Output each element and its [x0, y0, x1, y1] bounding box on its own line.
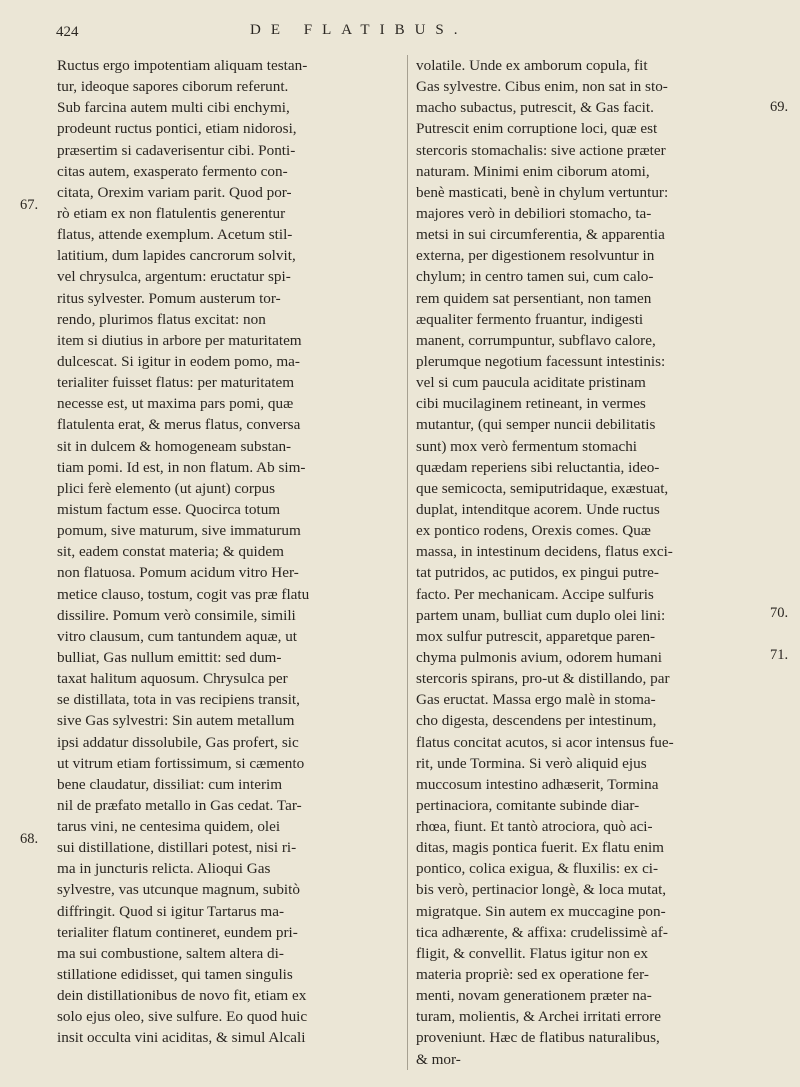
text-line: stercoris stomachalis: sive actione præter — [416, 141, 666, 159]
text-line: stercoris spirans, pro-ut & distillando, par — [416, 670, 670, 688]
text-line: insit occulta vini aciditas, & simul Alcali — [57, 1029, 306, 1047]
text-line: volatile. Unde ex amborum copula, fit — [416, 57, 648, 74]
text-line: materia propriè: sed ex operatione fer- — [416, 966, 649, 984]
text-line: flatulenta erat, & merus flatus, conversa — [57, 416, 301, 434]
text-line: terialiter fuisset flatus: per maturitatem — [57, 374, 295, 392]
text-line: sive Gas sylvestri: Sin autem metallum — [57, 712, 295, 730]
text-line: & mor- — [416, 1050, 461, 1068]
text-line: ut vitrum etiam fortissimum, si cæmento — [57, 754, 305, 772]
text-line: plici ferè elemento (ut ajunt) corpus — [57, 479, 276, 497]
text-line: pertinaciora, comitante subinde diar- — [416, 796, 640, 814]
text-line: Ructus ergo impotentiam aliquam testan- — [57, 57, 308, 74]
text-line: Sub farcina autem multi cibi enchymi, — [57, 99, 290, 117]
text-line: manent, corrumpuntur, subflavo calore, — [416, 331, 656, 349]
margin-note-number: 68. — [20, 831, 39, 847]
text-line: sui distillatione, distillari potest, nisi ri- — [57, 839, 297, 857]
text-line: sunt) mox verò fermentum stomachi — [416, 437, 638, 455]
text-line: vitro clausum, cum tantundem aquæ, ut — [57, 627, 298, 645]
text-line: flatus, attende exemplum. Acetum stil- — [57, 226, 293, 244]
margin-note-number: 71. — [770, 647, 789, 663]
page-number: 424 — [56, 24, 79, 40]
text-line: sylvestre, vas utcunque magnum, subitò — [57, 881, 300, 899]
text-line: taxat halitum aquosum. Chrysulca per — [57, 670, 288, 688]
text-line: ipsi addatur dissolubile, Gas profert, sic — [57, 733, 299, 751]
text-line: solo ejus oleo, sive sulfure. Eo quod huic — [57, 1008, 308, 1026]
text-line: necesse est, ut maxima pars pomi, quæ — [57, 395, 294, 413]
text-line: dein distillationibus de novo fit, etiam ex — [57, 987, 307, 1005]
text-line: pontico, colica exigua, & fluxilis: ex ci- — [416, 860, 659, 878]
text-line: massa, in intestinum decidens, flatus exci- — [416, 543, 673, 561]
text-line: Putrescit enim corruptione loci, quæ est — [416, 120, 658, 138]
text-line: ma sui combustione, saltem altera di- — [57, 944, 284, 962]
text-line: quædam reperiens sibi reluctantia, ideo- — [416, 458, 660, 476]
text-line: chyma pulmonis avium, odorem humani — [416, 648, 662, 666]
text-line: migratque. Sin autem ex muccagine pon- — [416, 902, 666, 920]
margin-note-number: 70. — [770, 605, 789, 621]
text-line: ditas, magis pontica fuerit. Ex flatu enim — [416, 839, 664, 857]
text-line: vel chrysulca, argentum: eructatur spi- — [57, 268, 291, 286]
text-line: bene claudatur, dissiliat: cum interim — [57, 775, 283, 793]
text-line: rhœa, fiunt. Et tantò atrociora, quò aci- — [416, 818, 653, 836]
text-line: naturam. Minimi enim ciborum atomi, — [416, 162, 650, 180]
text-line: non flatuosa. Pomum acidum vitro Her- — [57, 564, 299, 582]
text-line: vel si cum paucula aciditate pristinam — [416, 374, 646, 392]
text-line: item si diutius in arbore per maturitatem — [57, 331, 302, 349]
text-line: præsertim si cadaverisentur cibi. Ponti- — [57, 141, 296, 159]
text-line: externa, per digestionem resolvuntur in — [416, 247, 655, 265]
text-line: chylum; in centro tamen sui, cum calo- — [416, 268, 654, 286]
text-line: cibi mucilaginem retineant, in vermes — [416, 395, 646, 413]
text-line: mistum factum esse. Quocirca totum — [57, 500, 281, 518]
text-line: stillatione edidisset, qui tamen singulis — [57, 966, 293, 984]
text-line: mox sulfur putrescit, apparetque paren- — [416, 627, 656, 645]
text-line: se distillata, tota in vas recipiens transit, — [57, 691, 300, 709]
text-line: partem unam, bulliat cum duplo olei lini: — [416, 606, 666, 624]
text-line: rem quidem sat persentiant, non tamen — [416, 289, 652, 307]
margin-note-number: 69. — [770, 99, 789, 115]
text-line: fligit, & convellit. Flatus igitur non ex — [416, 944, 649, 962]
text-line: tat putridos, ac putidos, ex pingui putre- — [416, 564, 659, 582]
text-line: ex pontico rodens, Orexis comes. Quæ — [416, 522, 651, 540]
text-line: pomum, sive maturum, sive immaturum — [57, 522, 301, 540]
margin-note-number: 67. — [20, 197, 39, 213]
text-line: benè masticati, benè in chylum vertuntur: — [416, 183, 669, 201]
text-line: sit in dulcem & homogeneam substan- — [57, 437, 292, 455]
text-line: ma in juncturis relicta. Alioqui Gas — [57, 860, 271, 878]
text-line: tarus vini, ne centesima quidem, olei — [57, 818, 281, 836]
text-line: diffringit. Quod si igitur Tartarus ma- — [57, 902, 284, 920]
text-line: plerumque negotium facessunt intestinis: — [416, 352, 666, 370]
text-line: facto. Per mechanicam. Accipe sulfuris — [416, 585, 654, 603]
text-line: rendo, plurimos flatus excitat: non — [57, 310, 266, 328]
text-line: bulliat, Gas nullum emittit: sed dum- — [57, 648, 282, 666]
text-line: mutantur, (qui semper nuncii debilitatis — [416, 416, 656, 434]
text-line: turam, molientis, & Archei irritati errore — [416, 1008, 662, 1026]
text-line: cho digesta, descendens per intestinum, — [416, 712, 657, 730]
text-line: rò etiam ex non flatulentis generentur — [57, 204, 286, 222]
text-line: nil de præfato metallo in Gas cedat. Tar- — [57, 796, 302, 814]
text-line: muccosum intestino adhæserit, Tormina — [416, 775, 659, 793]
text-line: terialiter flatum contineret, eundem pri- — [57, 923, 298, 941]
text-line: dulcescat. Si igitur in eodem pomo, ma- — [57, 352, 300, 370]
text-line: majores verò in debiliori stomacho, ta- — [416, 204, 652, 222]
text-line: bis verò, pertinacior longè, & loca mutat, — [416, 881, 667, 899]
text-line: ritus sylvester. Pomum austerum tor- — [57, 289, 281, 307]
text-line: que semicocta, semiputridaque, exæstuat, — [416, 479, 669, 497]
text-line: Gas eructat. Massa ergo malè in stoma- — [416, 691, 656, 709]
text-line: æqualiter fermento fruantur, indigesti — [416, 310, 644, 328]
page-header — [38, 18, 740, 48]
column-divider — [407, 55, 408, 1070]
text-line: rit, unde Tormina. Si verò aliquid ejus — [416, 754, 647, 772]
text-line: prodeunt ructus pontici, etiam nidorosi, — [57, 120, 297, 138]
text-line: tur, ideoque sapores ciborum referunt. — [57, 78, 289, 96]
text-line: metsi in sui circumferentia, & apparentia — [416, 226, 665, 244]
text-line: dissilire. Pomum verò consimile, simili — [57, 606, 296, 624]
right-text-column — [416, 55, 768, 1070]
text-line: proveniunt. Hæc de flatibus naturalibus, — [416, 1029, 660, 1047]
text-line: macho subactus, putrescit, & Gas facit. — [416, 99, 654, 117]
text-line: duplat, intenditque acorem. Unde ructus — [416, 500, 660, 518]
text-line: tiam pomi. Id est, in non flatum. Ab sim- — [57, 458, 306, 476]
left-text-column — [57, 55, 409, 1049]
text-line: latitium, dum lapides cancrorum solvit, — [57, 247, 296, 265]
text-line: citata, Orexim variam parit. Quod por- — [57, 183, 292, 201]
text-line: citas autem, exasperato fermento con- — [57, 162, 288, 180]
text-line: Gas sylvestre. Cibus enim, non sat in sto- — [416, 78, 668, 96]
text-line: menti, novam generationem præter na- — [416, 987, 652, 1005]
text-line: tica adhærente, & affixa: crudelissimè af- — [416, 923, 668, 941]
running-title: DE FLATIBUS. — [250, 22, 468, 38]
text-line: flatus concitat acutos, si acor intensus fue- — [416, 733, 674, 751]
text-line: sit, eadem constat materia; & quidem — [57, 543, 284, 561]
text-line: metice clauso, tostum, cogit vas præ flatu — [57, 585, 310, 603]
